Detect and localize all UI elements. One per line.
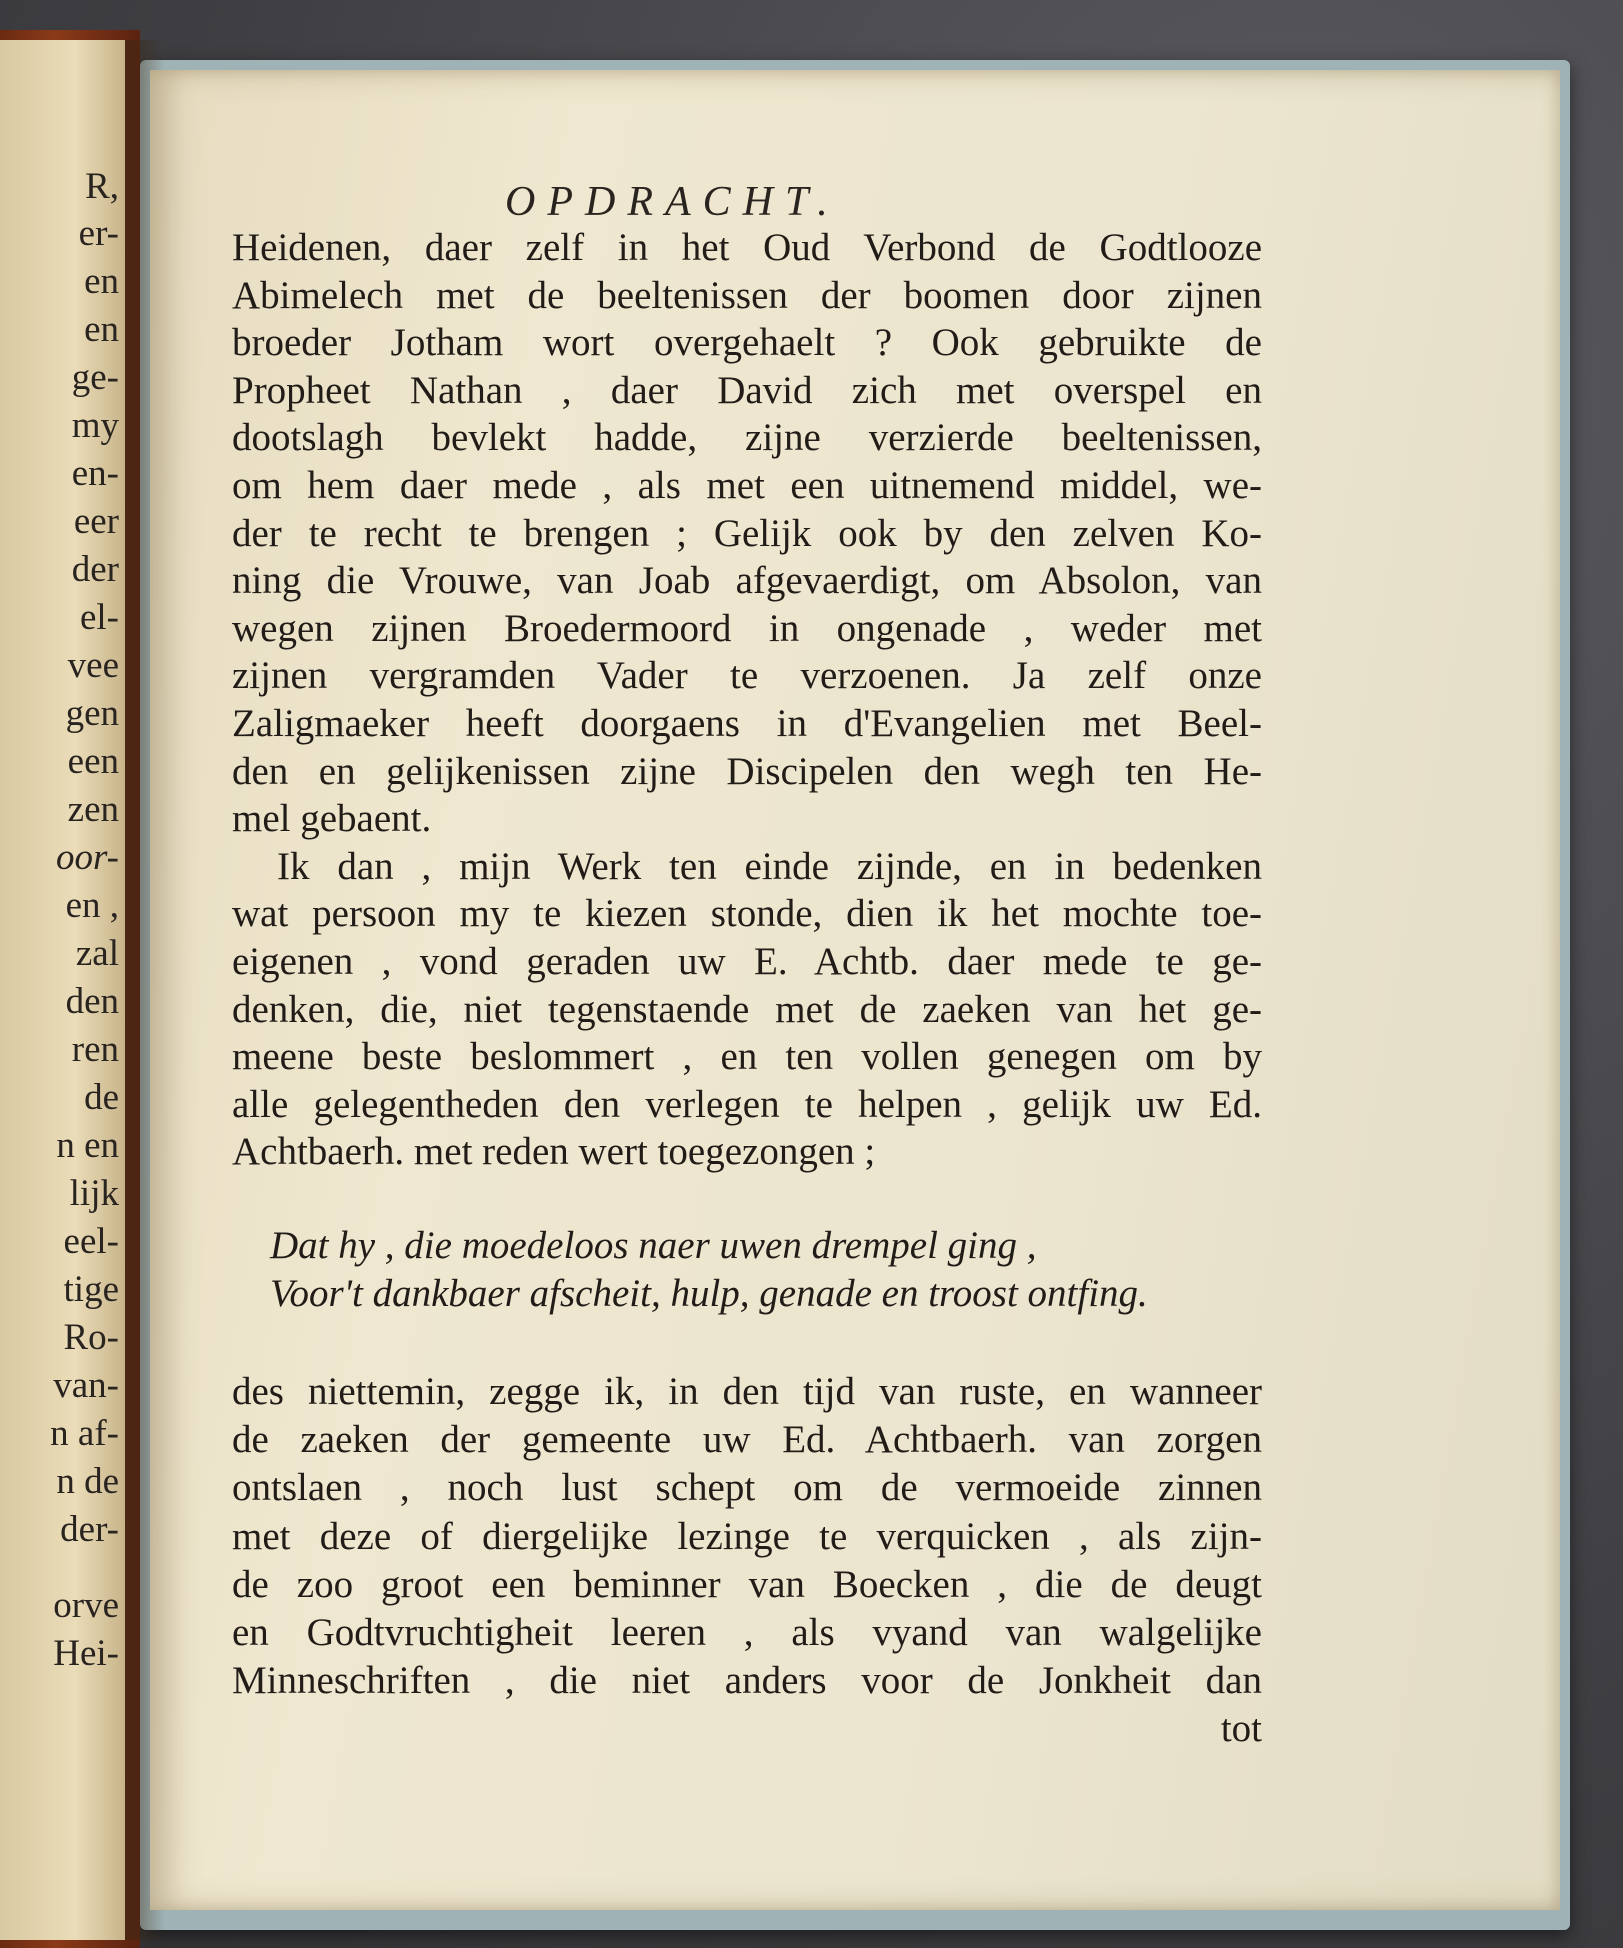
text-line: om hem daer mede , als met een uitnemend middel, we- [232,463,1262,507]
left-fragment: de [84,1077,119,1118]
text-line: des niettemin, zegge ik, in den tijd van ruste, en wanneer [232,1370,1262,1413]
text-line: denken, die, niet tegenstaende met de zaeken van het ge- [232,987,1262,1031]
left-fragment: el- [79,597,119,638]
text-line: wat persoon my te kiezen stonde, dien ik het mochte toe- [232,892,1262,936]
left-fragment: den [65,981,119,1022]
text-line: broeder Jotham wort overgehaelt ? Ook gebruikte de [232,321,1262,365]
text-line: ontslaen , noch lust schept om de vermoeide zinnen [232,1466,1262,1510]
text-line: den en gelijkenissen zijne Discipelen den wegh ten He- [232,749,1262,793]
left-fragment: der [71,549,119,590]
left-fragment: er- [78,213,119,254]
left-fragment: my [71,405,119,446]
text-line: Achtbaerh. met reden wert toegezongen ; [232,1130,876,1174]
text-line: Minneschriften , die niet anders voor de Jonkheit dan [232,1659,1262,1703]
text-line: Heidenen, daer zelf in het Oud Verbond de Godtlooze [232,226,1262,269]
text-line: zijnen vergramden Vader te verzoenen. Ja zelf onze [232,654,1262,698]
left-fragment: en [84,309,119,350]
running-head: OPDRACHT. [505,179,840,225]
left-fragment: eel- [63,1221,119,1262]
left-fragment: ge- [71,357,119,398]
verse-line: Voor't dankbaer afscheit, hulp, genade en troost ontfing. [270,1271,1148,1315]
left-fragment: orve [53,1585,119,1626]
left-fragment: n af- [50,1413,119,1454]
left-fragment: oor- [56,837,119,878]
text-line: eigenen , vond geraden uw E. Achtb. daer mede te ge- [232,939,1262,983]
left-fragment: tige [63,1269,119,1310]
text-line: de zaeken der gemeente uw Ed. Achtbaerh. van zorgen [232,1418,1262,1462]
text-line: met deze of diergelijke lezinge te verquicken , als zijn- [232,1514,1262,1558]
text-line: wegen zijnen Broedermoord in ongenade , weder met [232,606,1262,650]
left-page [0,40,125,1940]
text-line: der te recht te brengen ; Gelijk ook by den zelven Ko- [232,511,1262,555]
left-fragment: n de [56,1461,119,1502]
text-line: dootslagh bevlekt hadde, zijne verzierde beeltenissen, [232,416,1262,460]
left-fragment: vee [67,645,119,686]
left-fragment: en [84,261,119,302]
left-fragment: zen [67,789,119,830]
text-line: mel gebaent. [232,797,432,841]
text-line: Zaligmaeker heeft doorgaens in d'Evangelien met Beel- [232,701,1262,745]
text-line: Ik dan , mijn Werk ten einde zijnde, en in bedenken [277,844,1262,888]
text-line: en Godtvruchtigheit leeren , als vyand van walgelijke [232,1610,1262,1654]
body-text-top [232,224,1262,1176]
left-fragment: R, [85,166,119,207]
left-fragment: ren [71,1029,119,1070]
text-line: Abimelech met de beeltenissen der boomen door zijnen [232,273,1262,317]
left-fragment: zal [75,933,119,974]
body-text-bottom [232,1368,1262,1754]
left-fragment: der- [60,1509,119,1550]
text-line: Propheet Nathan , daer David zich met overspel en [232,368,1262,412]
left-fragment: en , [65,885,119,926]
left-fragment: eer [73,501,119,542]
left-fragment: een [67,741,119,782]
text-line: de zoo groot een beminner van Boecken , die de deugt [232,1562,1262,1606]
left-fragment: Hei- [53,1633,119,1674]
left-fragment: n en [56,1125,119,1166]
text-line: meene beste beslommert , en ten vollen genegen om by [232,1035,1262,1079]
left-fragment: gen [65,693,119,734]
left-fragment: lijk [69,1173,119,1214]
verse-line: Dat hy , die moedeloos naer uwen drempel ging , [270,1224,1037,1267]
catchword: tot [1220,1707,1262,1751]
left-fragment: Ro- [63,1317,119,1358]
left-fragment: en- [71,453,119,494]
left-fragment: van- [53,1365,119,1406]
text-line: alle gelegentheden den verlegen te helpen , gelijk uw Ed. [232,1082,1262,1126]
text-line: ning die Vrouwe, van Joab afgevaerdigt, om Absolon, van [232,559,1262,603]
verse-quote [270,1222,1250,1317]
